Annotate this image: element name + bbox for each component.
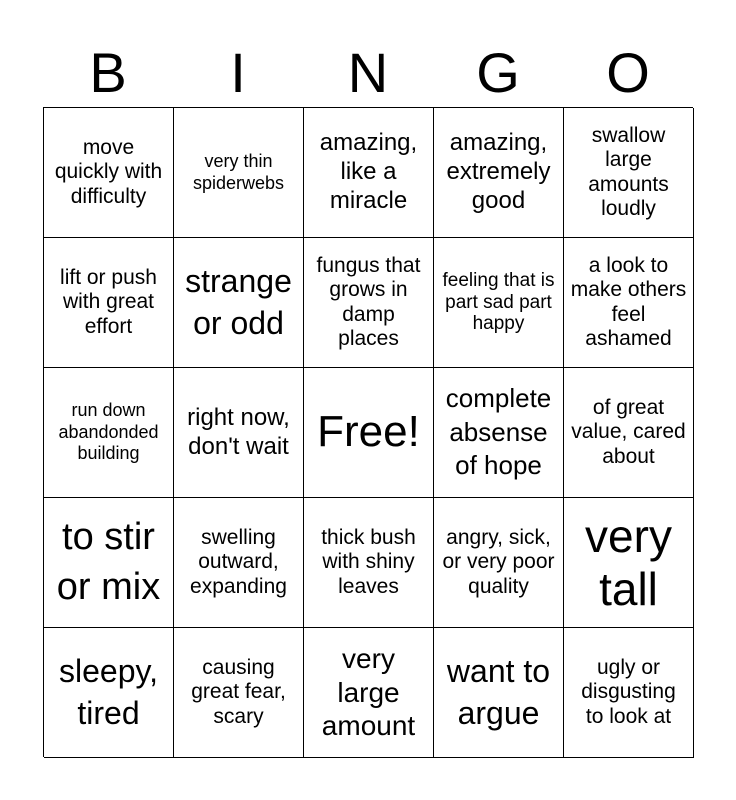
bingo-cell-r3-c5[interactable]: of great value, cared about: [564, 368, 694, 498]
header-letter-n: N: [347, 41, 389, 104]
header-letter-g: G: [476, 41, 520, 104]
bingo-grid: [43, 107, 693, 757]
bingo-cell-r1-c4[interactable]: amazing, extremely good: [434, 108, 564, 238]
bingo-cell-r1-c5[interactable]: swallow large amounts loudly: [564, 108, 694, 238]
bingo-cell-r2-c3[interactable]: fungus that grows in damp places: [304, 238, 434, 368]
bingo-cell-r1-c1[interactable]: move quickly with difficulty: [44, 108, 174, 238]
bingo-cell-r3-c4[interactable]: complete absense of hope: [434, 368, 564, 498]
bingo-cell-free[interactable]: Free!: [304, 368, 434, 498]
bingo-cell-r4-c4[interactable]: angry, sick, or very poor quality: [434, 498, 564, 628]
bingo-cell-r5-c5[interactable]: ugly or disgusting to look at: [564, 628, 694, 758]
header-letter-i: I: [230, 41, 246, 104]
header-letter-b: B: [89, 41, 127, 104]
bingo-cell-r4-c3[interactable]: thick bush with shiny leaves: [304, 498, 434, 628]
bingo-cell-r2-c2[interactable]: strange or odd: [174, 238, 304, 368]
bingo-cell-r1-c3[interactable]: amazing, like a miracle: [304, 108, 434, 238]
bingo-cell-r5-c4[interactable]: want to argue: [434, 628, 564, 758]
bingo-cell-r2-c4[interactable]: feeling that is part sad part happy: [434, 238, 564, 368]
header-letter-o: O: [606, 41, 650, 104]
bingo-cell-r2-c5[interactable]: a look to make others feel ashamed: [564, 238, 694, 368]
bingo-cell-r4-c5[interactable]: very tall: [564, 498, 694, 628]
bingo-header: [43, 40, 693, 106]
bingo-cell-r5-c1[interactable]: sleepy, tired: [44, 628, 174, 758]
bingo-cell-r4-c2[interactable]: swelling outward, expanding: [174, 498, 304, 628]
bingo-cell-r3-c1[interactable]: run down abandonded building: [44, 368, 174, 498]
bingo-cell-r4-c1[interactable]: to stir or mix: [44, 498, 174, 628]
bingo-cell-r5-c2[interactable]: causing great fear, scary: [174, 628, 304, 758]
bingo-cell-r1-c2[interactable]: very thin spiderwebs: [174, 108, 304, 238]
bingo-cell-r3-c2[interactable]: right now, don't wait: [174, 368, 304, 498]
bingo-cell-r5-c3[interactable]: very large amount: [304, 628, 434, 758]
bingo-cell-r2-c1[interactable]: lift or push with great effort: [44, 238, 174, 368]
